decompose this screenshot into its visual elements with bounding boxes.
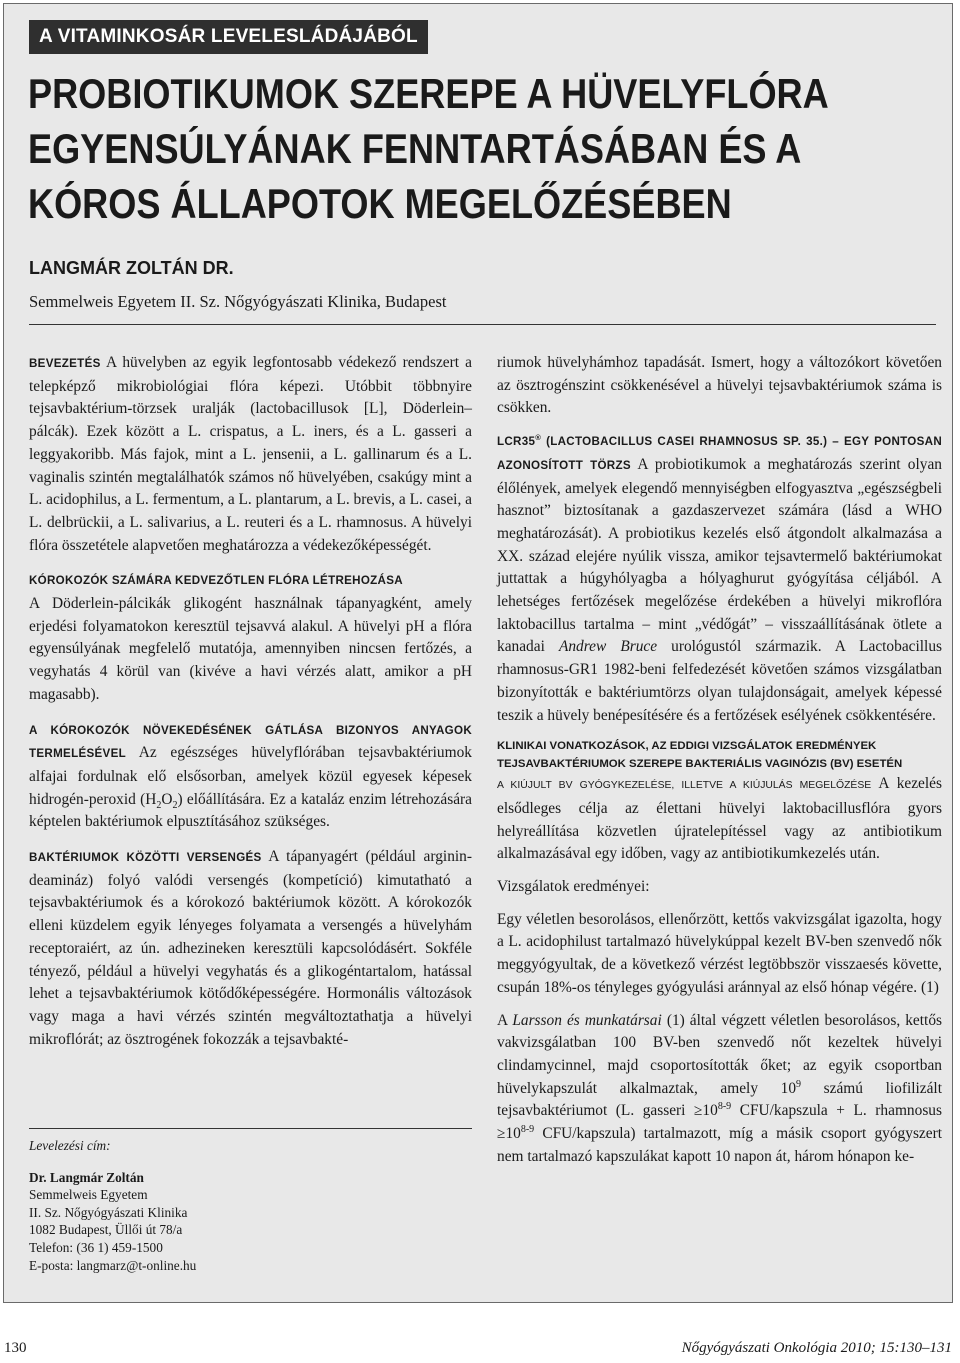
continuation-paragraph: riumok hüvelyhámhoz tapadását. Ismert, hogy a változókort követően az ösztrogénszint csökkenésével a hüvelyi tejsavbaktériumok száma is csökken. xyxy=(497,354,942,417)
subscript: 2 xyxy=(156,799,162,811)
right-column xyxy=(497,352,942,1179)
larsson-paragraph xyxy=(497,1010,942,1169)
article-title xyxy=(28,66,829,231)
registered-mark: ® xyxy=(535,433,542,443)
author-name: LANGMÁR ZOLTÁN DR. xyxy=(29,258,234,278)
inhibition-text-a: Az egészséges hüvelyflórában tejsavbaktériumok alfajai fordulnak elő elsősorban, amelyek közül egyesek képesek hidrogén-peroxid (H xyxy=(29,744,472,808)
lcr35-head-b: (LACTOBACILLUS CASEI RHAMNOSUS SP. 35.) – EGY PONTOSAN AZONOSÍTOTT TÖRZS xyxy=(497,435,942,472)
section-heading-bv: TEJSAVBAKTÉRIUMOK SZEREPE BAKTERIÁLIS VAGINÓZIS (BV) ESETÉN xyxy=(497,758,903,771)
address-email: E-posta: langmarz@t-online.hu xyxy=(29,1257,197,1273)
flora-text: A Döderlein-pálcikák glikogént használnak tápanyagként, amely erjedési folyamatokon keresztül tejsavvá alakul. A hüvelyi pH a flóra egyensúlyának megfelelő mutatója, amennyiben nincsen fertőzés, a vegyhatás 4 körül van (kivéve a havi vérzés alatt, amikor a pH magasabb). xyxy=(29,595,472,703)
title-line: PROBIOTIKUMOK SZEREPE A HÜVELYFLÓRA xyxy=(28,70,829,117)
section-heading-clinical: KLINIKAI VONATKOZÁSOK, AZ EDDIGI VIZSGÁLATOK EREDMÉNYEK xyxy=(497,740,877,753)
address-line: Semmelweis Egyetem xyxy=(29,1187,148,1203)
lcr35-person: Andrew Bruce xyxy=(558,638,658,656)
lcr35-paragraph xyxy=(497,430,942,727)
correspondence-address xyxy=(29,1128,472,1274)
page-footer xyxy=(0,1338,958,1362)
address-label: Levelezési cím: xyxy=(29,1138,111,1153)
title-line: KÓROS ÁLLAPOTOK MEGELŐZÉSÉBEN xyxy=(28,180,732,227)
address-name: Dr. Langmár Zoltán xyxy=(29,1169,144,1185)
superscript: 9 xyxy=(796,1078,802,1090)
header-divider xyxy=(29,324,936,325)
results-label: Vizsgálatok eredményei: xyxy=(497,878,650,896)
inhibition-text-o: O xyxy=(161,790,173,808)
article-frame xyxy=(3,3,953,1303)
title-line: EGYENSÚLYÁNAK FENNTARTÁSÁBAN ÉS A xyxy=(28,125,802,172)
address-line: 1082 Budapest, Üllői út 78/a xyxy=(29,1222,183,1238)
superscript: 8-9 xyxy=(717,1101,732,1113)
larsson-text-b: (1) által végzett véletlen besorolásos, kettős vakvizsgálatban 100 BV-ben szenvedő nőt kezeltek hüvelyi clindamycinnel, majd csoportosították őket; az egyik csoportban hüvelykapszulát alkalmaztak, amely 10 xyxy=(497,1011,942,1097)
section-heading-recurrent: A KIÚJULT BV GYÓGYKEZELÉSE, ILLETVE A KIÚJULÁS MEGELŐZÉSE xyxy=(497,780,872,792)
intro-text: A hüvelyben az egyik legfontosabb védekező rendszert a telepképző mikrobiológiai flóra képezi. Utóbbit többnyire tejsavbaktérium-törzsek uralják (lactobacillusok [L], Döderlein–pálcák). Ezek között a L. crispatus, a L. iners, és a L. gasseri a leggyakoribb. Más fajok, mint a L. jensenii, a L. gallinarum és a L. vaginalis szintén megtalálhatók számos nő hüvelyében, csakúgy mint a L. acidophilus, a L. fermentum, a L. plantarum, a L. brevis, a L. casei, a L. delbrückii, a L. salivarius, a L. reuteri és a L. rhamnosus. A hüvelyi flóra összetétele alapvetően meghatározza a védekezőképességét. xyxy=(29,354,472,554)
larsson-text-e: CFU/kapszula) tartalmazott, míg a másik csoport gyógyszert nem tartalmazó kapszulákat kapott 10 napon át, három hónapon ke- xyxy=(497,1125,942,1165)
clinical-paragraph xyxy=(497,737,942,866)
left-column xyxy=(29,352,472,1063)
journal-citation: Nőgyógyászati Onkológia 2010; 15:130–131 xyxy=(681,1340,952,1356)
section-heading-intro: BEVEZETÉS xyxy=(29,357,101,370)
subscript: 2 xyxy=(172,799,178,811)
section-heading-flora: KÓROKOZÓK SZÁMÁRA KEDVEZŐTLEN FLÓRA LÉTREHOZÁSA xyxy=(29,574,403,588)
inhibition-text-b: ) előállítására. Ez a kataláz enzim létrehozására képtelen baktériumok elpusztításához szükséges. xyxy=(29,790,472,831)
flora-paragraph xyxy=(29,569,472,706)
lcr35-text-a: A probiotikumok a meghatározás szerint olyan élőlények, amelyek elegendő mennyiségben elfogyasztva „egészségbeli hasznot” biztosítanak a gazdaszervezet számára (lásd a WHO meghatározását). A probiotikus kezelés első átgondolt alkalmazása a XX. század elejére nyúlik vissza, amikor tejsavtermelő baktériumokat juttattak a húgyhólyagba a hólyaghurut gyógyítása céljából. A lehetséges fertőzések megelőzése érdekében a hüvelyi mikroflóra laktobacillus tartalma – mint „védőgát” – visszaállításának ötlete a kanadai xyxy=(497,455,942,656)
superscript: 8-9 xyxy=(520,1123,535,1135)
clinical-text: A kezelés elsődleges célja az élettani hüvelyi laktobacillusflóra gyors helyreállítása közvetlen újratelepítéssel vagy az antibiotikum alkalmazásával egy időben, vagy az antibiotikumkezelés után. xyxy=(497,775,942,863)
results-paragraph: Egy véletlen besorolásos, ellenőrzött, kettős vakvizsgálat igazolta, hogy a L. acidophilust tartalmazó hüvelykúppal kezelt BV-ben szenvedő nők meggyógyultak, de a következő vérzést legtöbbször visszaesés követte, csupán 18%-os tényleges gyógyulási aránnyal az első hónap végére. (1) xyxy=(497,910,942,996)
inhibition-paragraph xyxy=(29,719,472,835)
lcr35-head-a: LCR35 xyxy=(497,435,536,449)
section-heading-inhibition: A KÓROKOZÓK NÖVEKEDÉSÉNEK GÁTLÁSA BIZONYOS ANYAGOK TERMELÉSÉVEL xyxy=(29,723,472,761)
competition-paragraph xyxy=(29,846,472,1051)
page-number: 130 xyxy=(4,1340,27,1356)
address-line: II. Sz. Nőgyógyászati Klinika xyxy=(29,1204,188,1220)
section-heading-competition: BAKTÉRIUMOK KÖZÖTTI VERSENGÉS xyxy=(29,851,262,865)
author-affiliation: Semmelweis Egyetem II. Sz. Nőgyógyászati Klinika, Budapest xyxy=(29,292,447,311)
competition-text: A tápanyagért (például arginin-deamináz) folyó valódi versengés (kompetíció) kimutatható a tejsavbaktériumok és a kórokozó baktériumok között. A kórokozók elleni küzdelem egyik lényeges folyamata a versengés a hüvelyhám receptoraiért, az ún. adhezineken keresztüli kapcsolódásért. Sokféle tényező, például a hüvelyi vegyhatás és a glikogéntartalom, hatással lehet a tejsavbaktériumok kötődőképességére. Hormonális változások vagy maga a havi vérzés szintén megváltoztathatja a hüvelyi mikroflórát; az ösztrogének fokozzák a tejsavbakté- xyxy=(29,848,472,1048)
larsson-text-c: számú liofilizált tejsavbaktériumot (L. gasseri ≥10 xyxy=(497,1079,942,1120)
larsson-authors: Larsson és munkatársai xyxy=(512,1011,662,1029)
address-line: Telefon: (36 1) 459-1500 xyxy=(29,1239,163,1255)
larsson-text-d: CFU/kapszula + L. rhamnosus ≥10 xyxy=(497,1102,942,1143)
larsson-text-a: A xyxy=(497,1011,513,1029)
intro-paragraph xyxy=(29,352,472,557)
lcr35-text-b: urológustól származik. A Lactobacillus rhamnosus-GR1 1982-beni felfedezését követően számos vizsgálatban bizonyították e baktériumtörzs olyan tulajdonságait, amelyek képessé teszik a hüvely benépesítésére és a fertőzések esélyének csökkentésére. xyxy=(497,638,943,724)
section-banner: A VITAMINKOSÁR LEVELESLÁDÁJÁBÓL xyxy=(29,20,428,54)
